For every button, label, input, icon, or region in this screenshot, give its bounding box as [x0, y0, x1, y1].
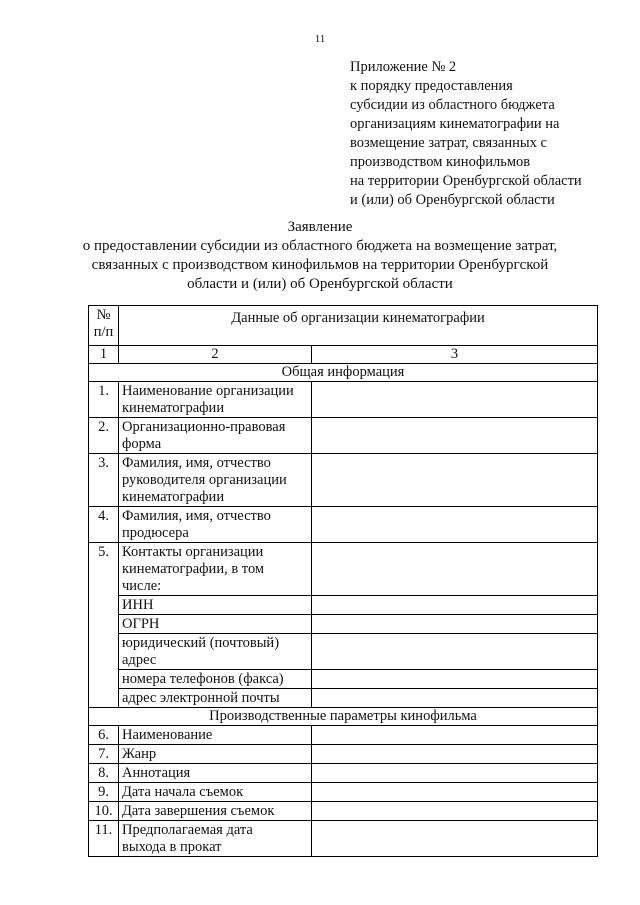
title-line: области и (или) об Оренбургской области — [187, 276, 453, 292]
subrow-label-line: ИНН — [122, 597, 154, 613]
row-number: 4. — [89, 507, 119, 543]
value-cell[interactable] — [312, 615, 598, 634]
appendix-line: производством кинофильмов — [350, 154, 531, 170]
value-cell[interactable] — [312, 634, 598, 670]
subrow-label — [119, 670, 312, 689]
table-subrow — [89, 615, 598, 634]
table-row — [89, 764, 598, 783]
value-cell[interactable] — [312, 670, 598, 689]
table-row — [89, 454, 598, 507]
subrow-label-line: адрес — [122, 652, 157, 668]
row-number: 2. — [89, 418, 119, 454]
value-cell[interactable] — [312, 802, 598, 821]
row-number: 9. — [89, 783, 119, 802]
table-row — [89, 821, 598, 857]
table-row — [89, 507, 598, 543]
table-subrow — [89, 634, 598, 670]
row-label-line: продюсера — [122, 525, 189, 541]
title-line: о предоставлении субсидии из областного бюджета на возмещение затрат, — [82, 238, 558, 254]
value-cell[interactable] — [312, 596, 598, 615]
value-cell[interactable] — [312, 454, 598, 507]
row-label-line: Наименование организации — [122, 383, 294, 399]
subrow-label — [119, 689, 312, 708]
row-label: Жанр — [119, 745, 312, 764]
header-title-cell: Данные об организации кинематографии — [119, 306, 598, 346]
subrow-label — [119, 615, 312, 634]
appendix-line: субсидии из областного бюджета — [350, 97, 555, 113]
value-cell[interactable] — [312, 543, 598, 596]
value-cell[interactable] — [312, 689, 598, 708]
table-subrow — [89, 670, 598, 689]
subrow-label-line: адрес электронной почты — [122, 690, 280, 706]
appendix-heading — [350, 58, 582, 210]
page-number: 11 — [314, 33, 326, 45]
value-cell[interactable] — [312, 418, 598, 454]
row-label-line: кинематографии, в том — [122, 561, 265, 577]
row-label-line: кинематографии — [122, 400, 225, 416]
header-number-cell — [89, 306, 119, 346]
appendix-line: возмещение затрат, связанных с — [350, 135, 547, 151]
row-number: 1. — [89, 382, 119, 418]
table-subrow — [89, 689, 598, 708]
row-label — [119, 454, 312, 507]
table-header-row — [89, 306, 598, 346]
row-number: 10. — [89, 802, 119, 821]
section-row-production — [89, 708, 598, 726]
row-label: Аннотация — [119, 764, 312, 783]
row-label — [119, 382, 312, 418]
row-label-line: Организационно-правовая — [122, 419, 286, 435]
table-row — [89, 726, 598, 745]
row-label-line: руководителя организации — [122, 472, 287, 488]
title-line: Заявление — [287, 219, 353, 235]
value-cell[interactable] — [312, 726, 598, 745]
table-row — [89, 802, 598, 821]
application-form-table — [88, 305, 598, 857]
subrow-label — [119, 634, 312, 670]
value-cell[interactable] — [312, 764, 598, 783]
row-number: 11. — [89, 821, 119, 857]
appendix-line: организациям кинематографии на — [350, 116, 560, 132]
column-index-row — [89, 346, 598, 364]
row-label-line: форма — [122, 436, 162, 452]
section-title: Общая информация — [89, 364, 598, 382]
row-number: 3. — [89, 454, 119, 507]
row-label-line: числе: — [122, 578, 162, 594]
appendix-line: Приложение № 2 — [350, 59, 457, 75]
value-cell[interactable] — [312, 382, 598, 418]
row-label: Наименование — [119, 726, 312, 745]
row-label-line: Предполагаемая дата — [122, 822, 253, 838]
table-subrow — [89, 596, 598, 615]
table-row — [89, 745, 598, 764]
row-label — [119, 507, 312, 543]
document-title — [0, 218, 640, 294]
value-cell[interactable] — [312, 507, 598, 543]
appendix-line: на территории Оренбургской области — [350, 173, 582, 189]
value-cell[interactable] — [312, 745, 598, 764]
row-label — [119, 543, 312, 596]
column-index: 3 — [312, 346, 598, 364]
value-cell[interactable] — [312, 783, 598, 802]
title-line: связанных с производством кинофильмов на территории Оренбургской — [91, 257, 549, 273]
row-label — [119, 418, 312, 454]
appendix-line: и (или) об Оренбургской области — [350, 192, 555, 208]
row-label: Дата завершения съемок — [119, 802, 312, 821]
row-number: 8. — [89, 764, 119, 783]
value-cell[interactable] — [312, 821, 598, 857]
table-row — [89, 382, 598, 418]
section-title: Производственные параметры кинофильма — [89, 708, 598, 726]
row-label-line: Фамилия, имя, отчество — [122, 455, 271, 471]
row-label-line: выхода в прокат — [122, 839, 222, 855]
row-number: 6. — [89, 726, 119, 745]
row-number: 7. — [89, 745, 119, 764]
row-label-line: кинематографии — [122, 489, 225, 505]
table-row — [89, 418, 598, 454]
subrow-label-line: номера телефонов (факса) — [122, 671, 284, 687]
table-row-contacts — [89, 543, 598, 596]
column-index: 2 — [119, 346, 312, 364]
row-label-line: Фамилия, имя, отчество — [122, 508, 271, 524]
row-label — [119, 821, 312, 857]
subrow-label — [119, 596, 312, 615]
appendix-line: к порядку предоставления — [350, 78, 513, 94]
row-label: Дата начала съемок — [119, 783, 312, 802]
subrow-label-line: ОГРН — [122, 616, 160, 632]
column-index: 1 — [89, 346, 119, 364]
section-row-general — [89, 364, 598, 382]
table-row — [89, 783, 598, 802]
row-label-line: Контакты организации — [122, 544, 264, 560]
header-number-sublabel: п/п — [93, 324, 114, 340]
header-number-label: № — [96, 307, 111, 323]
subrow-label-line: юридический (почтовый) — [122, 635, 280, 651]
row-number: 5. — [89, 543, 119, 708]
